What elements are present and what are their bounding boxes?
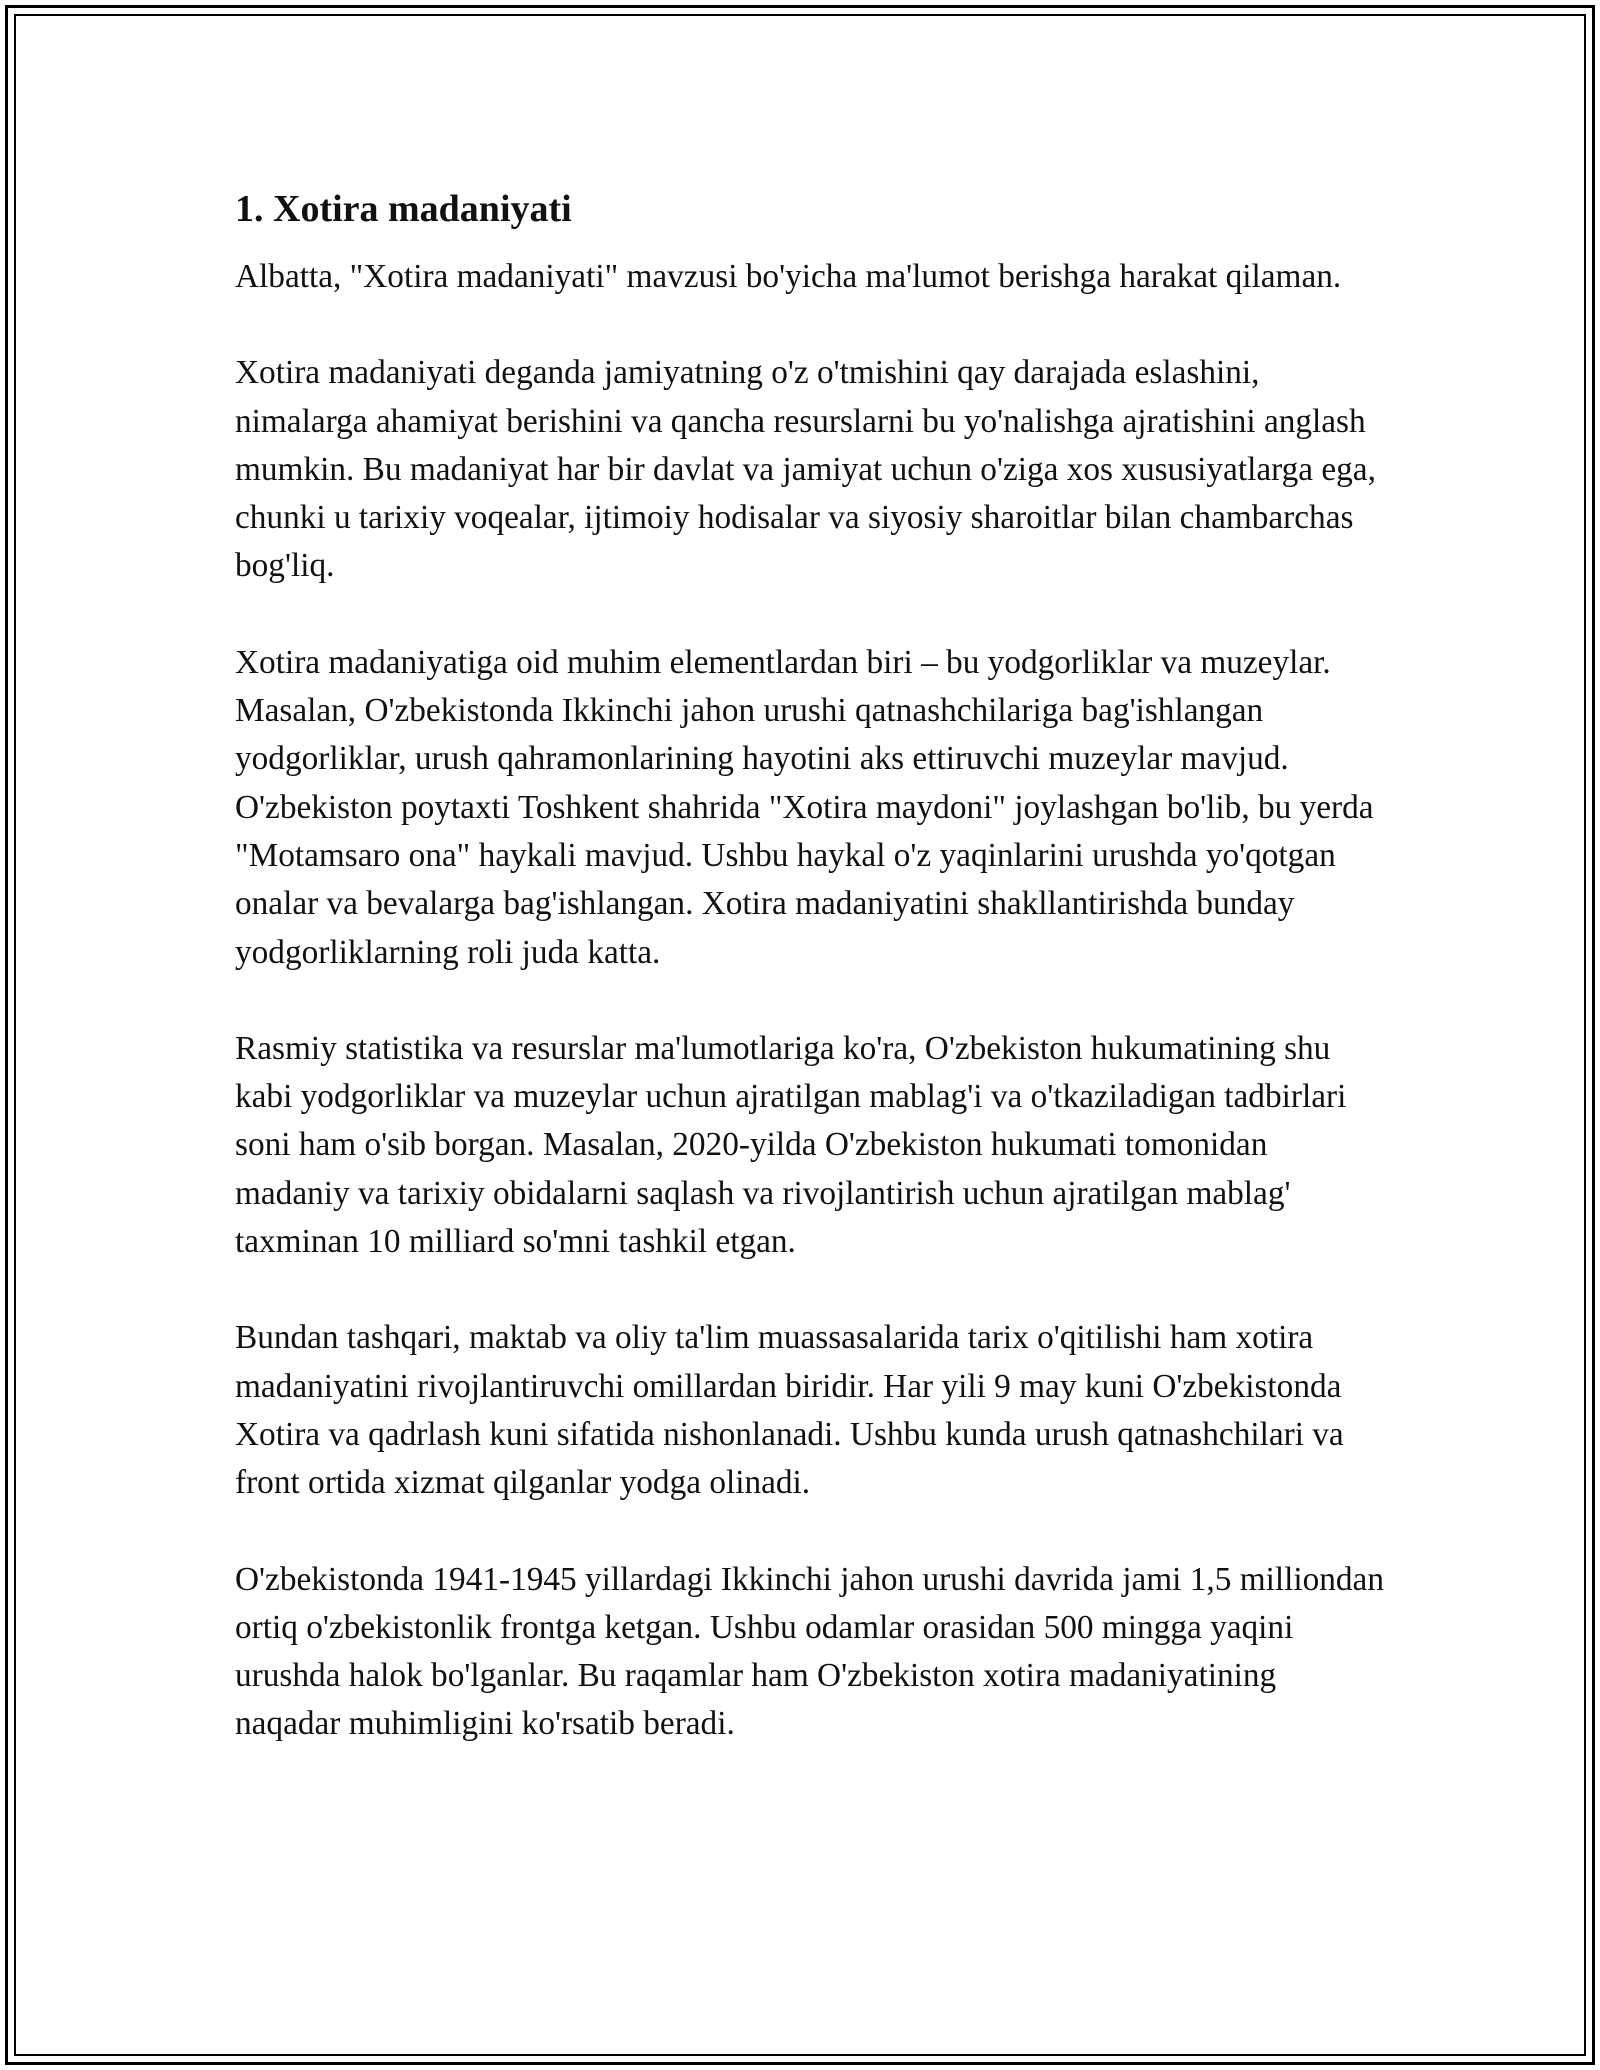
paragraph-education: Bundan tashqari, maktab va oliy ta'lim muassasalarida tarix o'qitilishi ham xotira madaniyatini rivojlantiruvchi omillardan biridir. Har yili 9 may kuni O'zbekistonda Xotira va qadrlash kuni sifatida nishonlanadi. Ushbu kunda urush qatnashchilari va front ortida xizmat qilganlar yodga olinadi.: [235, 1319, 1344, 1502]
paragraph-definition: Xotira madaniyati deganda jamiyatning o'z o'tmishini qay darajada eslashini, nimalarga ahamiyat berishini va qancha resurslarni bu yo'nalishga ajratishini anglash mumkin. Bu madaniyat har bir davlat va jamiyat uchun o'ziga xos xususiyatlarga ega, chunki u tarixiy voqealar, ijtimoiy hodisalar va siyosiy sharoitlar bilan chambarchas bog'liq.: [235, 354, 1376, 585]
document-body: [235, 185, 1385, 1797]
paragraph-war-figures: O'zbekistonda 1941-1945 yillardagi Ikkinchi jahon urushi davrida jami 1,5 milliondan ortiq o'zbekistonlik frontga ketgan. Ushbu odamlar orasidan 500 mingga yaqini urushda halok bo'lganlar. Bu raqamlar ham O'zbekiston xotira madaniyatining naqadar muhimligini ko'rsatib beradi.: [235, 1560, 1384, 1743]
paragraph-monuments: Xotira madaniyatiga oid muhim elementlardan biri – bu yodgorliklar va muzeylar. Masalan, O'zbekistonda Ikkinchi jahon urushi qatnashchilariga bag'ishlangan yodgorliklar, urush qahramonlarining hayotini aks ettiruvchi muzeylar mavjud. O'zbekiston poytaxti Toshkent shahrida "Xotira maydoni" joylashgan bo'lib, bu yerda "Motamsaro ona" haykali mavjud. Ushbu haykal o'z yaqinlarini urushda yo'qotgan onalar va bevalarga bag'ishlangan. Xotira madaniyatini shakllantirishda bunday yodgorliklarning roli juda katta.: [235, 643, 1374, 971]
document-title: 1. Xotira madaniyati: [235, 188, 572, 230]
paragraph-intro: Albatta, "Xotira madaniyati" mavzusi bo'yicha ma'lumot berishga harakat qilaman.: [235, 258, 1342, 295]
paragraph-statistics: Rasmiy statistika va resurslar ma'lumotlariga ko'ra, O'zbekiston hukumatining shu kabi yodgorliklar va muzeylar uchun ajratilgan mablag'i va o'tkaziladigan tadbirlari soni ham o'sib borgan. Masalan, 2020-yilda O'zbekiston hukumati tomonidan madaniy va tarixiy obidalarni saqlash va rivojlantirish uchun ajratilgan mablag' taxminan 10 milliard so'mni tashkil etgan.: [235, 1029, 1347, 1261]
